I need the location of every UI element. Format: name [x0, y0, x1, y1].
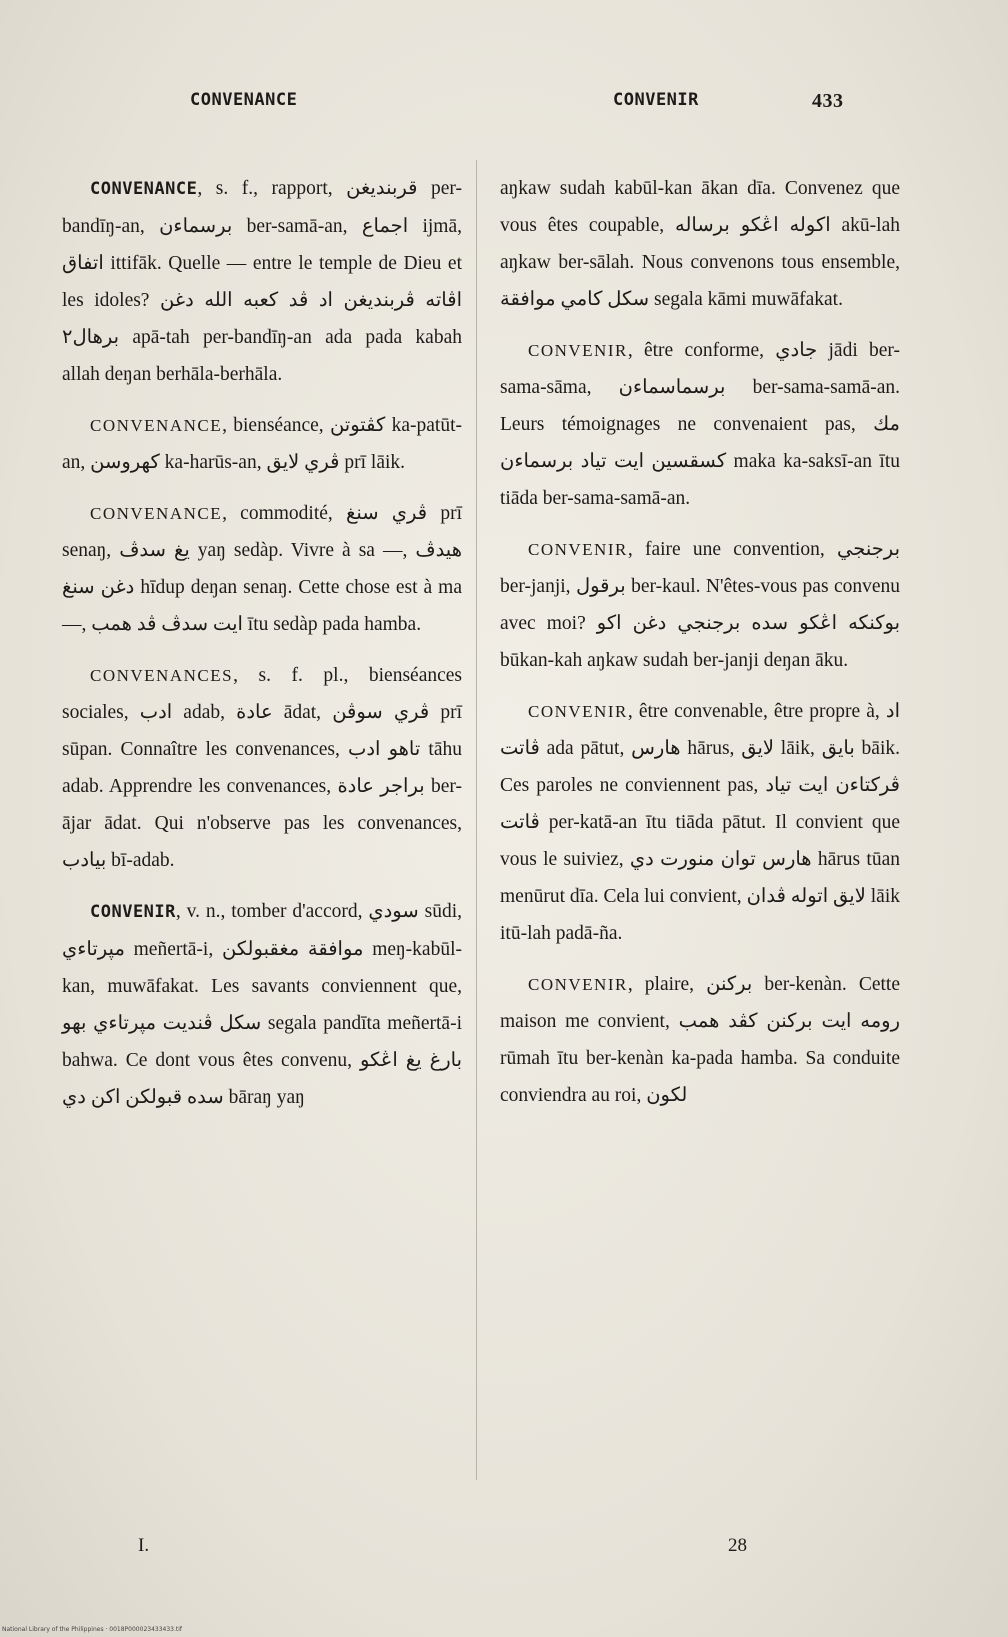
header-left-title: CONVENANCE	[190, 90, 298, 110]
headword: CONVENIR	[528, 341, 628, 360]
entry	[500, 332, 900, 517]
entry-text: , faire une convention, برجنجي ber-janji, برقول ber-kaul. N'êtes-vous pas convenu avec moi? بوكنكه اڠكو سده برجنجي دغن اكو būkan-kah aŋkaw sudah ber-janji deŋan āku.	[500, 539, 900, 671]
header-right-title: CONVENIR	[613, 90, 699, 110]
entry	[62, 495, 462, 643]
page-number: 433	[812, 90, 844, 112]
entry-text: , commodité, ڤري سنغ prī senaŋ, يغ سدڤ yaŋ sedàp. Vivre à sa —, هيدڤ دغن سنغ hīdup deŋan senaŋ. Cette chose est à ma —, ايت سدڤ ڤد همب ītu sedàp pada hamba.	[62, 503, 463, 635]
headword: CONVENIR	[528, 540, 628, 559]
entry-text: , plaire, بركنن ber-kenàn. Cette maison me convient, رومه ايت بركنن كڤد همب rūmah ītu ber-kenàn ka-pada hamba. Sa conduite conviendra au roi, لكون	[500, 974, 900, 1106]
entry	[62, 170, 462, 393]
headword: CONVENANCE	[90, 179, 198, 199]
headword: CONVENIR	[528, 702, 628, 721]
signature-mark: I.	[138, 1535, 150, 1556]
watermark: National Library of the Philippines · 0018P000023433433.tif	[2, 1626, 183, 1633]
entry	[500, 966, 900, 1114]
headword: CONVENANCES	[90, 666, 234, 685]
column-divider	[476, 160, 477, 1480]
headword: CONVENANCE	[90, 504, 223, 523]
entry	[62, 657, 462, 879]
headword: CONVENIR	[528, 975, 628, 994]
entry-text: , s. f., rapport, قربنديغن per-bandīŋ-an, برسماءن ber-samā-an, اجماع ijmā, اتفاق ittifāk. Quelle — entre le temple de Dieu et les idoles? اڤاته ڤربنديغن اد ڤد كعبه الله دغن برهال٢ apā-tah per-bandīŋ-an ada pada kabah allah deŋan berhāla-berhāla.	[62, 178, 462, 385]
entry	[500, 531, 900, 679]
entry-text: aŋkaw sudah kabūl-kan ākan dīa. Convenez que vous êtes coupable, اكوله اڠكو برساله akū-lah aŋkaw ber-sālah. Nous convenons tous ensemble, سكل كامي موافقة segala kāmi muwāfakat.	[500, 178, 900, 310]
entry	[500, 693, 900, 952]
entry-text: , être conforme, جادي jādi ber-sama-sāma, برسماسماءن ber-sama-samā-an. Leurs témoignages ne convenaient pas, مك كسقسين ايت تياد برسماءن maka ka-saksī-an ītu tiāda ber-sama-samā-an.	[500, 340, 900, 509]
headword: CONVENIR	[90, 902, 176, 922]
entry-text: , v. n., tomber d'accord, سودي sūdi, مپرتاءي meñertā-i, موافقة مغقبولكن meŋ-kabūl-kan, muwāfakat. Les savants conviennent que, سكل ڤنديت مپرتاءي بهو segala pandīta meñertā-i bahwa. Ce dont vous êtes convenu, بارغ يغ اڠكو سده قبولكن اكن دي bāraŋ yaŋ	[62, 901, 462, 1108]
headword: CONVENANCE	[90, 416, 223, 435]
entry-text: , être convenable, être propre à, اد ڤاتت ada pātut, هارس hārus, لايق lāik, بايق bāik. Ces paroles ne conviennent pas, ڤركتاءن ايت تياد ڤاتت per-katā-an ītu tiāda pātut. Il convient que vous le suiviez, هارس توان منورت دي hārus tūan menūrut dīa. Cela lui convient, لايق اتوله ڤدان lāik itū-lah padā-ña.	[500, 701, 901, 944]
entry-text: , bienséance, كڤتوتن ka-patūt-an, كهروسن ka-harūs-an, ڤري لايق prī lāik.	[62, 415, 462, 473]
entry-text: , s. f. pl., bienséances sociales, ادب adab, عادة ādat, ڤري سوڤن prī sūpan. Connaître les convenances, تاهو ادب tāhu adab. Apprendre les convenances, براجر عادة ber-ājar ādat. Qui n'observe pas les convenances, بيادب bī-adab.	[62, 665, 463, 871]
entry	[62, 407, 462, 481]
entry-continuation	[500, 170, 900, 318]
right-column	[500, 170, 900, 1128]
left-column	[62, 170, 462, 1130]
entry	[62, 893, 462, 1116]
sheet-number: 28	[728, 1535, 747, 1556]
